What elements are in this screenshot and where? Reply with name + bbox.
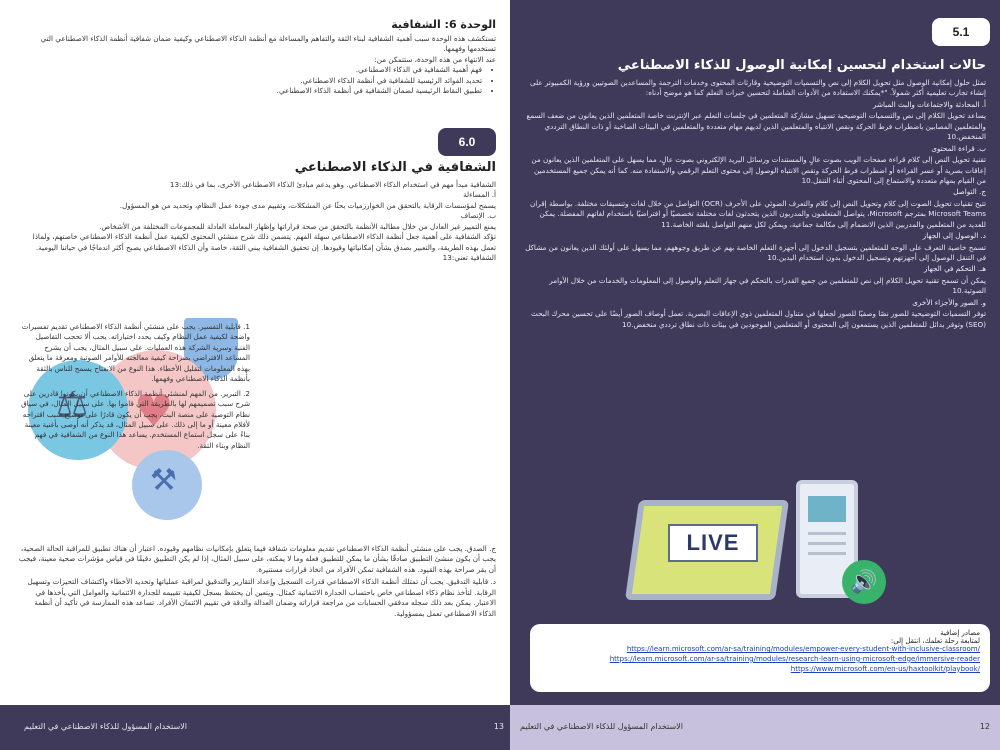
page-number: 13 (493, 722, 504, 731)
paragraph: تقنية تحويل النص إلى كلام قراءة صفحات الويب بصوت عالٍ والمستندات ورسائل البريد الإلكتروني بصوت عالٍ، مما يسهل على المتعلمين الذين يعانون من إعاقات بصرية أو عسر القراءة أو اضطراب فرط الحركة ونقص الانتباه الوصول إلى محتوى التعلم الرقمي والاستفادة منه. كما أنه يمكن جميع المستخدمين من القيام بمهام متعددة والاستماع إلى المحتوى أثناء التنقل.10 (531, 155, 986, 185)
paragraph: ب. الإنصاف (460, 211, 496, 221)
live-illustration (620, 472, 880, 612)
paragraph: تمثل حلول إمكانية الوصول مثل تحويل الكلام إلى نص والتسميات التوضيحية وقارئات المحتوى وخدمات الترجمة والمساعدين الصوتيين ورؤية الكمبيوتر على إنشاء تجارب تعليمية أكثر شمولاً. "*يمكنك الاستفادة من الأدوات الشاملة لتحسين خبرات التعلم كما هو موضح أدناه: (530, 78, 986, 98)
section-body (16, 180, 496, 264)
numbered-points (18, 322, 250, 451)
heart-icon: ♥ (134, 386, 174, 437)
paragraph: أ. المساءلة (463, 190, 496, 200)
subheading: هـ. التحكم في الجهاز (923, 264, 986, 274)
paragraph: يسمح لمؤسسات الرقابة بالتحقق من الخوارزميات بحثًا عن المشكلات، وتقييم مدى جودة عمل النظام، وتحديد من هو المسؤول. (119, 200, 496, 210)
additional-resources-box (530, 624, 990, 692)
resource-link[interactable]: https://learn.microsoft.com/ar-sa/training/modules/research-learn-using-microsoft-edge/immersive-reader (609, 654, 980, 663)
paragraph: تتيح تقنيات تحويل الصوت إلى كلام وتحويل النص إلى كلام والتعرف الضوئي على الأحرف (OCR) التواصل من خلال لغات وتنسيقات مختلفة. بواسطة إقران Microsoft Teams بمترجم Microsoft، يتواصل المتعلمون والمدربون الذين يتحدثون لغات مختلفة تخصصيًا أو افتراضيًا باستخدام لغاتهم المفضلة. يمكن للعديد من المتعلمين والمدربين الذين الانضمام إلى مكالمة جماعية، ويمكن لكل منهم التواصل بلغته الخاصة.11 (530, 198, 986, 229)
unit-goals-list (16, 65, 496, 96)
unit-title: الوحدة 6: الشفافية (391, 18, 496, 31)
section-title: حالات استخدام لتحسين إمكانية الوصول للذكاء الاصطناعي (617, 58, 986, 73)
subheading: ب. قراءة المحتوى (931, 143, 986, 153)
section-number-badge: 5.1 (932, 18, 990, 46)
footer-text: الاستخدام المسؤول للذكاء الاصطناعي في التعليم (24, 722, 187, 731)
resources-subheading: لمتابعة رحلة تعلمك، انتقل إلى: (890, 637, 980, 645)
page-number: 12 (979, 722, 990, 731)
list-item: 1. قابلية التفسير. يجب على منشئي أنظمة الذكاء الاصطناعي تقديم تفسيرات واضحة لكيفية عمل النظام وكيف يحدد اختياراته. يجب ألا تحجب التفاصيل الفنية وسرية الشركة هذه العمليات. على سبيل المثال، يجب أن يشرح المساعد الافتراضي بصراحة كيفية معالجته للأوامر الصوتية ومعرفة ما يتعلق بهذه المعلومات لتقليل الأخطاء. هذا النوع من الانفتاح يسمح للناس بالثقة بأنظمة الذكاء الاصطناعي وفهمها. (21, 322, 250, 384)
unit-goals-intro: عند الانتهاء من هذه الوحدة، ستتمكن من: (374, 54, 496, 64)
unit-intro: تستكشف هذه الوحدة سبب أهمية الشفافية لبناء الثقة والتفاهم والمساءلة مع أنظمة الذكاء الاصطناعي وكيفية ضمان شفافية أنظمة الذكاء الاصطناعي التي تستخدمها وفهمها. (40, 34, 496, 54)
paragraph: الشفافية تعني:13 (442, 253, 496, 263)
right-footer (510, 705, 1000, 750)
paragraph: توفر التسميات التوضيحية للصور نصًا وصفيًا للصور لجعلها في متناول المتعلمين ذوي الإعاقات البصرية. تعمل أوصاف الصور أيضًا على تحسين محرك البحث (SEO) وتوفر بدائل للمتعلمين الذين يستمعون إلى المحتوى أو المتعلمين الموجودين في بيئات ذات نطاق ترددي منخفض.10 (531, 309, 986, 329)
paragraph: يمكن أن تسمح تقنية تحويل الكلام إلى نص للمتعلمين من جميع القدرات بالتحكم في جهاز التعلم والوصول إلى المعلومات والخدمات من خلال الأوامر الصوتية.10 (549, 275, 986, 296)
paragraph: تسمح خاصية التعرف على الوجه للمتعلمين بتسجيل الدخول إلى أجهزة التعلم الخاصة بهم عن طريق وجوههم، مما يسهل على أولئك الذين يعانون من مشاكل في التنقل الوصول إلى أجهزتهم وتسجيل الدخول بدون استخدام اليدين.10 (525, 242, 986, 262)
scale-icon: ⚖ (56, 385, 89, 426)
gavel-icon: ⚒ (150, 463, 177, 498)
paragraph: يمنع التمييز غير العادل من خلال مطالبة الأنظمة بالتحقق من صحة قراراتها وإظهار المعاملة العادلة للمجموعات المختلفة من الأشخاص. (99, 221, 496, 231)
list-item: • تطبيق النقاط الرئيسية لضمان الشفافية في أنظمة الذكاء الاصطناعي. (16, 86, 482, 96)
left-page (0, 0, 510, 705)
subheading: ج. التواصل (953, 187, 986, 197)
subheading: أ. المحادثة والاجتماعات والبث المباشر (873, 99, 986, 109)
section-title: الشفافية في الذكاء الاصطناعي (294, 160, 496, 175)
subheading: و. الصور والأجزاء الأخرى (912, 297, 986, 307)
unit-intro-block (16, 34, 496, 97)
speaker-icon: 🔊 (842, 560, 886, 604)
left-footer (0, 705, 510, 750)
list-item: • فهم أهمية الشفافية في الذكاء الاصطناعي. (16, 65, 482, 75)
resource-link[interactable]: https://www.microsoft.com/en-us/haxtoolkit/playbook/ (790, 664, 980, 673)
subheading: د. الوصول إلى الجهاز (922, 231, 986, 241)
live-label: LIVE (668, 524, 758, 562)
paragraph: يساعد تحويل الكلام إلى نص والتسميات التوضيحية تسهيل مشاركة المتعلمين في جلسات التعلم عبر الإنترنت خاصة المتعلمين الذين يعانون من ضعف السمع والمتعلمين المصابين باضطراب فرط الحركة ونقص الانتباه والمتعلمين الذين لديهم مهام متعددة والمتعلمين في البيئات الصاخبة أو ذات النطاق الترددي المنخفض.10 (526, 111, 986, 142)
list-item: • تحديد الفوائد الرئيسية للشفافية في أنظمة الذكاء الاصطناعي. (16, 76, 482, 86)
paragraph: الشفافية مبدأ مهم في استخدام الذكاء الاصطناعي. وهو يدعم مبادئ الذكاء الاصطناعي الأخرى، بما في ذلك:13 (169, 180, 496, 189)
resources-heading: مصادر إضافية (940, 629, 980, 637)
footer-text: الاستخدام المسؤول للذكاء الاصطناعي في التعليم (520, 722, 683, 731)
resource-link[interactable]: https://learn.microsoft.com/ar-sa/training/modules/empower-every-student-with-inclusive-classroom/ (626, 645, 980, 653)
paragraph: تؤكد الشفافية على أهمية جعل أنظمة الذكاء الاصطناعي سهلة الفهم. يتضمن ذلك شرح منشئي المحتوى لكيفية عمل أنظمة الذكاء الاصطناعي خاصتهم، ولماذا تعمل بهذه الطريقة، والتعبير بصدق بشأن إمكانياتها وقيودها. إن تحقيق الشفافية يبني الثقة، خاصة وأن الذكاء الاصطناعي يصبح أكثر اندماجًا في حياتنا اليومية. (32, 232, 496, 252)
section-number-badge: 6.0 (438, 128, 496, 156)
section-body (524, 78, 986, 331)
bottom-body (16, 544, 496, 619)
paragraph: د. قابلية التدقيق. يجب أن تمتلك أنظمة الذكاء الاصطناعي قدرات التسجيل وإعداد التقارير والتدقيق لمراقبة عملياتها وتحديد الأخطاء واكتشاف التحيزات وتسهيل الرقابة. لتأخذ نظام ذكاء اصطناعي خاص باحتساب الجدارة الائتمانية كمثال. ويتعين أن يحتفظ بسجل لكيفية تقييمه للجدارة الائتمانية والعوامل التي يأخذها في الاعتبار. يمكن بعد ذلك سجله مدققي الحسابات من مراجعة قراراته وضمان العدالة والدقة في تقييم الائتمان الأفراد. تساعد هذه الممارسة في تأكيد أن أنظمة الذكاء الاصطناعي تعمل بمسؤولية. (27, 577, 496, 618)
list-item: 2. التبرير. من المهم لمنشئي أنظمة الذكاء الاصطناعي أن يكونوا قادرين على شرح سبب تصميمهم لها بالطريقة التي قاموا بها. على سبيل المثال، في سياق نظام التوصية على منصة البث، يجب أن يكون قادرًا على توضيح سبب اقتراحه لأفلام معينة أو ما إلى ذلك. على سبيل المثال، قد يذكر أنه أوصى بأغنية معينة بناءً على سجل استماع المستخدم. يساعد هذا النوع من الشفافية في فهم النظام وبناء الثقة. (21, 388, 250, 450)
paragraph: ج. الصدق. يجب على منشئي أنظمة الذكاء الاصطناعي تقديم معلومات شفافة فيما يتعلق بإمكانيات نظامهم وقيوده. اعتبار أن هناك تطبيق للمراقبة الحالة الصحية، يجب أن يكون منشئ التطبيق صادقًا بشأن ما يمكن للتطبيق فعله وما لا يمكنه، على سبيل المثال، إذا لم يكن التطبيق دقيقًا في قياس مؤشرات صحية معينة، فيجب أن يقر صراحة بهذه القيود. هذه الشفافية تمكن الأفراد من اتخاذ قرارات مستنيرة. (18, 544, 496, 574)
